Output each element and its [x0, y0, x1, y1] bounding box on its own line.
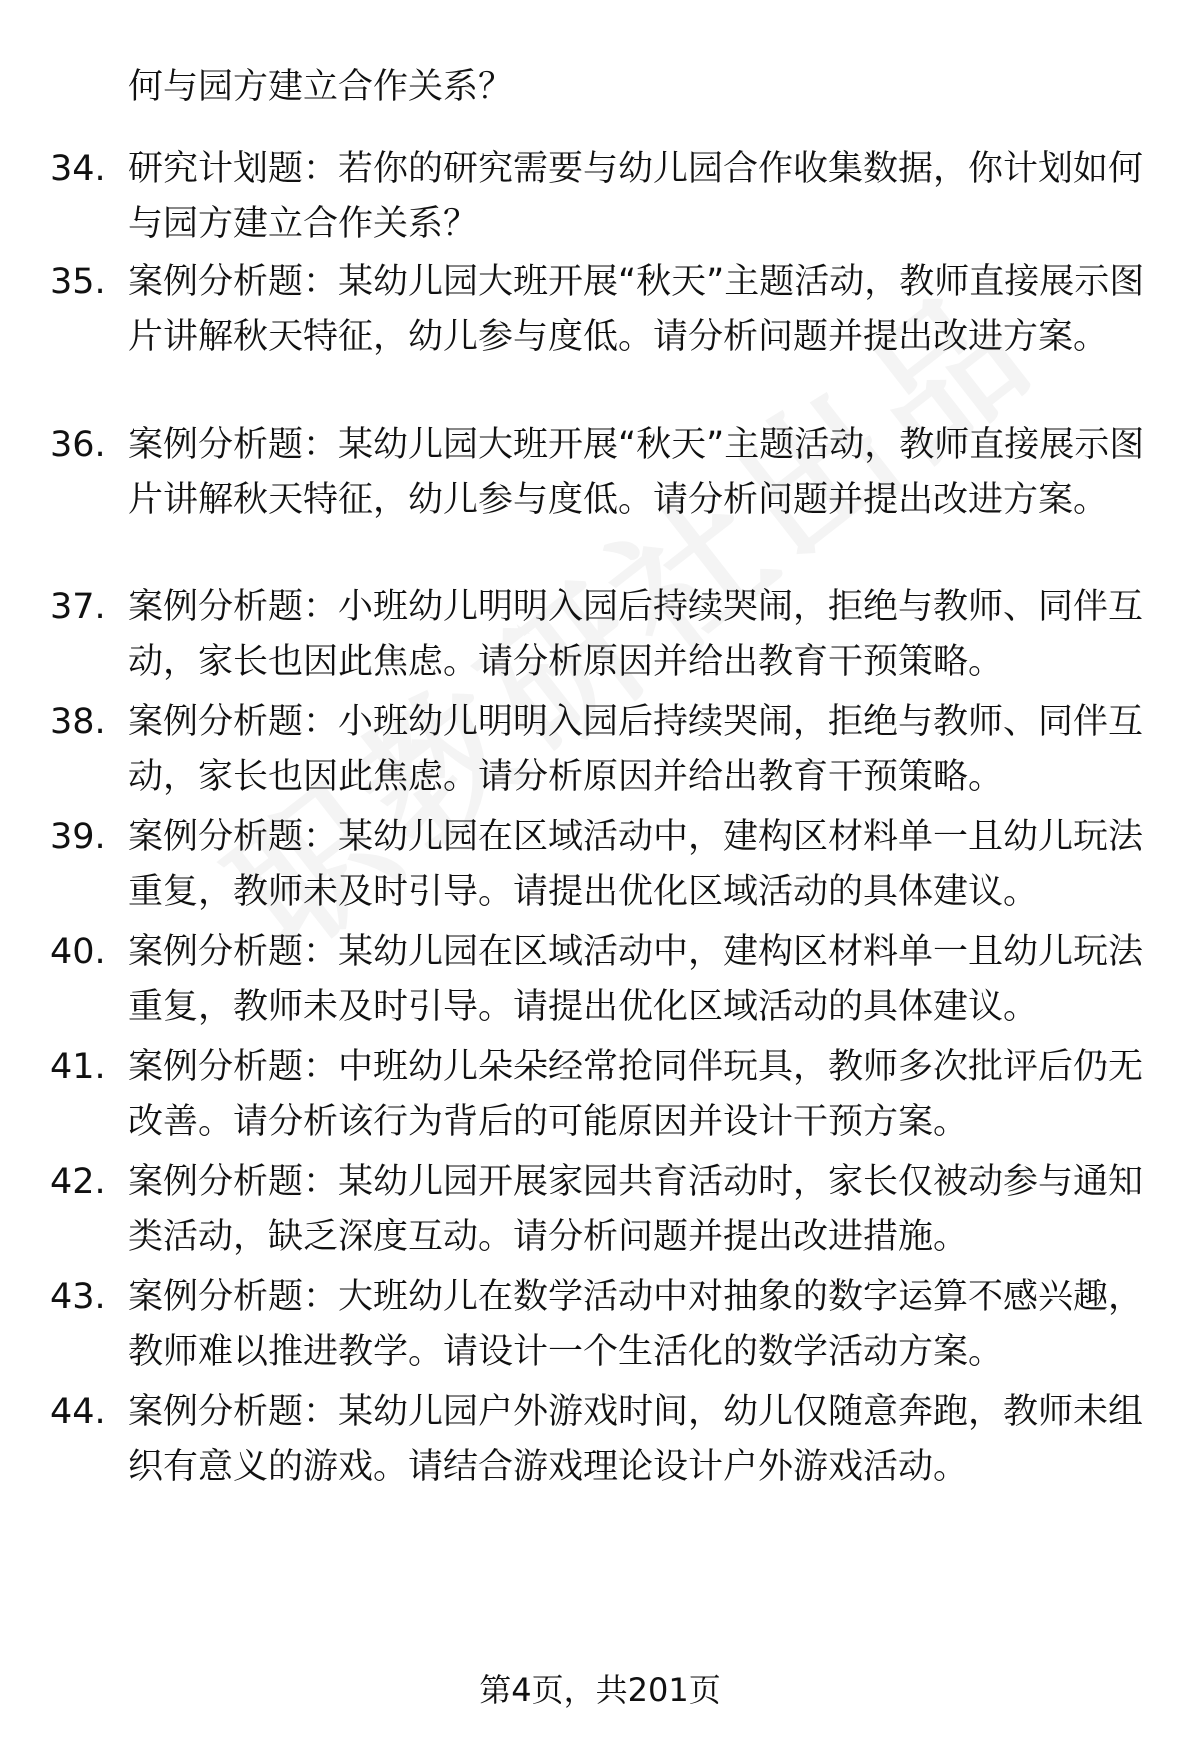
question-text: 案例分析题：大班幼儿在数学活动中对抽象的数字运算不感兴趣，教师难以推进教学。请设计一个生活化的数学活动方案。 [128, 1277, 1144, 1372]
question-text: 案例分析题：小班幼儿明明入园后持续哭闹，拒绝与教师、同伴互动，家长也因此焦虑。请分析原因并给出教育干预策略。 [128, 702, 1144, 797]
question-number: 43. [50, 1277, 106, 1317]
question-text: 案例分析题：某幼儿园户外游戏时间，幼儿仅随意奔跑，教师未组织有意义的游戏。请结合游戏理论设计户外游戏活动。 [128, 1392, 1144, 1487]
question-text: 案例分析题：某幼儿园大班开展“秋天”主题活动，教师直接展示图片讲解秋天特征，幼儿参与度低。请分析问题并提出改进方案。 [128, 425, 1145, 520]
question-number: 42. [50, 1162, 106, 1202]
page-footer: 第4页，共201页 [479, 1671, 721, 1709]
question-number: 36. [50, 425, 106, 465]
question-number: 41. [50, 1047, 106, 1087]
question-text: 案例分析题：某幼儿园开展家园共育活动时，家长仅被动参与通知类活动，缺乏深度互动。请分析问题并提出改进措施。 [128, 1162, 1144, 1257]
question-text: 案例分析题：某幼儿园大班开展“秋天”主题活动，教师直接展示图片讲解秋天特征，幼儿参与度低。请分析问题并提出改进方案。 [128, 262, 1145, 357]
question-number: 39. [50, 817, 106, 857]
question-text: 案例分析题：某幼儿园在区域活动中，建构区材料单一且幼儿玩法重复，教师未及时引导。请提出优化区域活动的具体建议。 [128, 817, 1144, 912]
question-text: 案例分析题：小班幼儿明明入园后持续哭闹，拒绝与教师、同伴互动，家长也因此焦虑。请分析原因并给出教育干预策略。 [128, 587, 1144, 682]
question-number: 38. [50, 702, 106, 742]
question-number: 37. [50, 587, 106, 627]
continuation-text: 何与园方建立合作关系？ [128, 67, 514, 107]
question-number: 44. [50, 1392, 106, 1432]
question-number: 34. [50, 149, 106, 189]
question-text: 案例分析题：中班幼儿朵朵经常抢同伴玩具，教师多次批评后仍无改善。请分析该行为背后的可能原因并设计干预方案。 [128, 1047, 1144, 1142]
question-text: 案例分析题：某幼儿园在区域活动中，建构区材料单一且幼儿玩法重复，教师未及时引导。请提出优化区域活动的具体建议。 [128, 932, 1144, 1027]
question-number: 35. [50, 262, 106, 302]
question-text: 研究计划题：若你的研究需要与幼儿园合作收集数据，你计划如何与园方建立合作关系？ [128, 149, 1144, 244]
question-number: 40. [50, 932, 106, 972]
